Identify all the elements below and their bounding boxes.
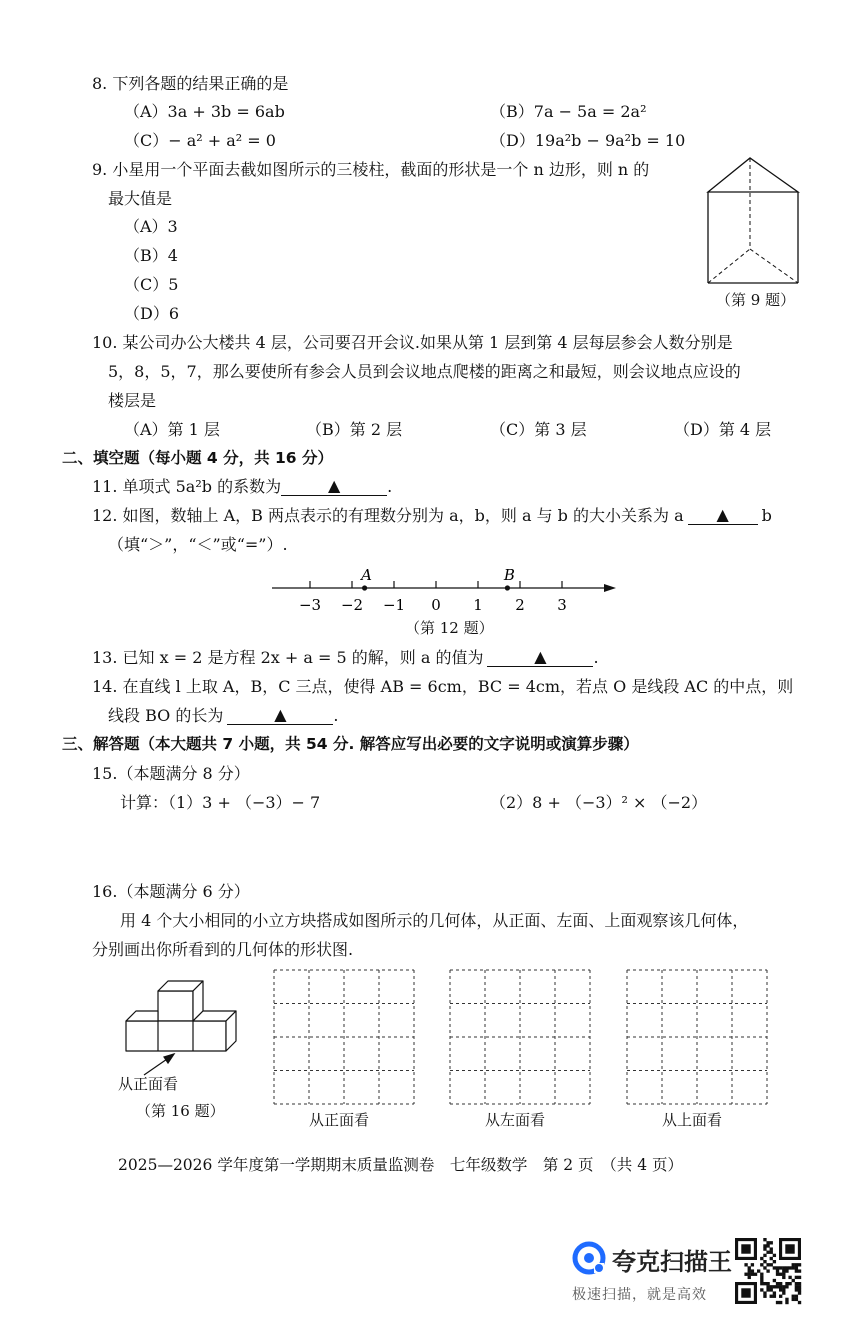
point-label-a: A xyxy=(361,566,373,584)
q9-option-a: （A）3 xyxy=(124,217,178,236)
q12-line2: （填“＞”，“＜”或“=”）. xyxy=(108,535,288,554)
q12-number-line xyxy=(270,566,620,616)
triangular-prism-figure xyxy=(700,155,805,290)
watermark-brand: 夸克扫描王 xyxy=(612,1248,732,1276)
q10-option-d: （D）第 4 层 xyxy=(674,420,772,439)
page-footer: 2025—2026 学年度第一学期期末质量监测卷 七年级数学 第 2 页 （共 4 页） xyxy=(118,1156,684,1174)
q10-line1: 10. 某公司办公大楼共 4 层，公司要召开会议.如果从第 1 层到第 4 层每层参会人数分别是 xyxy=(92,333,733,352)
section2-header: 二、填空题（每小题 4 分，共 16 分） xyxy=(62,449,333,467)
q8-option-c: （C）− a² + a² = 0 xyxy=(124,131,276,150)
q11-line xyxy=(92,477,392,497)
q12-figure-caption: （第 12 题） xyxy=(405,619,494,637)
q9-figure-caption: （第 9 题） xyxy=(716,291,796,309)
q11-text: 11. 单项式 5a²b 的系数为 xyxy=(92,477,282,496)
q14-answer-blank[interactable]: ▲ xyxy=(227,705,333,725)
front-view-label: 从正面看 xyxy=(309,1111,370,1129)
q15-part1: 计算：（1）3 + （−3）− 7 xyxy=(120,793,321,812)
q8-option-a: （A）3a + 3b = 6ab xyxy=(124,102,285,121)
q9-option-b: （B）4 xyxy=(124,246,178,265)
q16-line1: 用 4 个大小相同的小立方块搭成如图所示的几何体，从正面、左面、上面观察该几何体， xyxy=(120,911,749,930)
top-view-grid[interactable] xyxy=(627,970,767,1104)
q13-period: . xyxy=(593,648,599,667)
front-view-grid[interactable] xyxy=(274,970,414,1104)
qr-code xyxy=(735,1238,801,1304)
q10-option-b: （B）第 2 层 xyxy=(306,420,403,439)
q9-option-d: （D）6 xyxy=(124,304,180,323)
q14-line1: 14. 在直线 l 上取 A，B，C 三点，使得 AB = 6cm，BC = 4cm，若点 O 是线段 AC 的中点，则 xyxy=(92,677,794,696)
left-view-label: 从左面看 xyxy=(485,1111,546,1129)
q13-answer-blank[interactable]: ▲ xyxy=(487,647,593,667)
point-a xyxy=(362,585,367,590)
q13-line xyxy=(92,648,599,668)
q10-option-c: （C）第 3 层 xyxy=(490,420,587,439)
number-line-tick-label: −3 xyxy=(298,596,322,614)
q12-line1 xyxy=(92,506,772,526)
q8-option-b: （B）7a − 5a = 2a² xyxy=(490,102,647,121)
number-line-arrow xyxy=(604,584,616,592)
number-line-tick-label: 1 xyxy=(473,596,483,614)
number-line-tick-label: −1 xyxy=(382,596,406,614)
number-line-tick-label: 0 xyxy=(431,596,441,614)
q16-arrow-label: 从正面看 xyxy=(118,1075,179,1093)
q10-option-a: （A）第 1 层 xyxy=(124,420,220,439)
q16-cubes-figure xyxy=(118,975,243,1085)
q13-text: 13. 已知 x = 2 是方程 2x + a = 5 的解，则 a 的值为 xyxy=(92,648,484,667)
q16-title: 16.（本题满分 6 分） xyxy=(92,882,250,901)
q9-option-c: （C）5 xyxy=(124,275,179,294)
point-label-b: B xyxy=(503,566,515,584)
q14-line2 xyxy=(108,706,338,726)
q9-stem-line1: 9. 小星用一个平面去截如图所示的三棱柱，截面的形状是一个 n 边形，则 n 的 xyxy=(92,160,650,179)
q11-answer-blank[interactable]: ▲ xyxy=(281,476,387,496)
q15-title: 15.（本题满分 8 分） xyxy=(92,764,250,783)
quark-logo-icon xyxy=(572,1241,606,1275)
section3-header: 三、解答题（本大题共 7 小题，共 54 分. 解答应写出必要的文字说明或演算步骤） xyxy=(62,735,639,753)
number-line-tick-label: 3 xyxy=(557,596,567,614)
q12-text: 12. 如图，数轴上 A，B 两点表示的有理数分别为 a，b，则 a 与 b 的大小关系为 a xyxy=(92,506,684,525)
point-b xyxy=(505,585,510,590)
q14-text: 线段 BO 的长为 xyxy=(108,706,224,725)
q8-option-d: （D）19a²b − 9a²b = 10 xyxy=(490,131,686,150)
q10-line3: 楼层是 xyxy=(108,391,157,410)
left-view-grid[interactable] xyxy=(450,970,590,1104)
number-line-tick-label: −2 xyxy=(340,596,364,614)
q12-answer-blank[interactable]: ▲ xyxy=(688,505,758,525)
q10-line2: 5，8，5，7，那么要使所有参会人员到会议地点爬楼的距离之和最短，则会议地点应设的 xyxy=(108,362,741,381)
q11-period: . xyxy=(387,477,393,496)
q16-line2: 分别画出你所看到的几何体的形状图. xyxy=(92,940,354,959)
q8-stem: 8. 下列各题的结果正确的是 xyxy=(92,74,289,93)
watermark-slogan: 极速扫描，就是高效 xyxy=(572,1287,707,1303)
q12-text-b: b xyxy=(761,506,772,525)
top-view-label: 从上面看 xyxy=(662,1111,723,1129)
q14-period: . xyxy=(333,706,339,725)
q15-part2: （2）8 + （−3）² × （−2） xyxy=(490,793,708,812)
number-line-tick-label: 2 xyxy=(515,596,525,614)
q9-stem-line2: 最大值是 xyxy=(108,189,173,208)
q16-figure-caption: （第 16 题） xyxy=(136,1102,225,1120)
